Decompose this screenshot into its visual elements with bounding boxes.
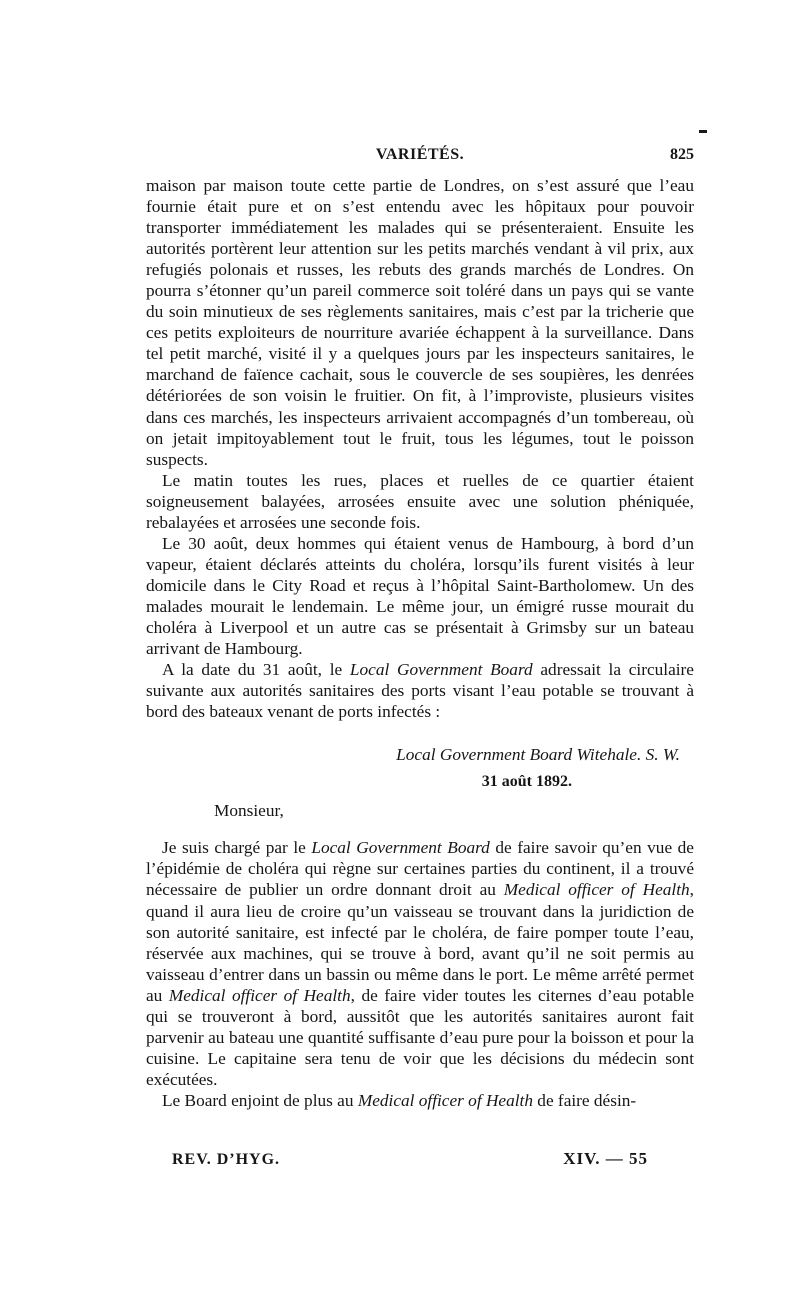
paragraph [146, 533, 694, 659]
italic-text: Local Government Board [349, 660, 533, 680]
paragraph-text: de faire savoir qu’en vue de l’épidémie de choléra qui règne sur certaines parties du continent, il a trouvé nécessaire de publier un ordre donnant droit au [146, 838, 694, 900]
letter [146, 744, 694, 1111]
journal-signature: REV. D’HYG. [172, 1151, 281, 1168]
paragraph: maison par maison toute cette partie de Londres, on s’est assuré que l’eau fournie était pure et on s’est entendu avec les hôpitaux pour pouvoir transporter immédiatement les malades qui se présenteraient. Ensuite les autorités portèrent leur attention sur les petits marchés vendant à vil prix, aux refugiés polonais et russes, les rebuts des grands marchés de Londres. On pourra s’étonner qu’un pareil commerce soit toléré dans un pays qui se vante du soin minutieux de ses règlements sanitaires, mais c’est par la tricherie que ces petits exploiteurs de nourriture avariée échappent à la surveillance. Dans tel petit marché, visité il y a quelques jours par les inspecteurs sanitaires, le marchand de faïence cachait, sous le couvercle de ses soupières, les denrées détériorées de son voisin le fruitier. On fit, à l’improviste, plusieurs visites dans ces marchés, les inspecteurs arrivaient accompagnés d’un tombereau, où on jetait impitoyablement tout le fruit, tous les légumes, tout le poisson suspects. [146, 176, 694, 469]
paragraph [146, 659, 694, 722]
page-footer [172, 1151, 648, 1175]
running-header [146, 146, 694, 170]
paragraph-text: Je suis chargé par le [162, 838, 312, 858]
italic-text: Local Government Board [311, 838, 490, 858]
page-edge-mark [699, 130, 707, 133]
page-number: 825 [670, 146, 694, 163]
letter-paragraph [146, 837, 694, 1090]
italic-text: Medical officer of Health [357, 1090, 533, 1110]
volume-signature: XIV. — 55 [563, 1149, 648, 1168]
paragraph-text: Le 30 août, deux hommes qui étaient venus de Hambourg, à bord d’un vapeur, étaient déclarés atteints du choléra, lorsqu’ils furent visités à leur domicile dans le City Road et reçus à l’hôpital Saint-Bartholomew. Un des malades mourait le lendemain. Le même jour, un émigré russe mourait du choléra à Liverpool et un autre cas se présentait à Grimsby sur un bateau arrivant de Hambourg. [146, 533, 694, 659]
paragraph-text: Le Board enjoint de plus au [162, 1090, 358, 1110]
paragraph-text: A la date du 31 août, le [162, 660, 350, 680]
italic-text: Medical officer of Health [168, 985, 351, 1005]
paragraph [146, 470, 694, 533]
paragraph-text: , quand il aura lieu de croire qu’un vaisseau se trouvant dans la juridiction de son autorité sanitaire, est infecté par le choléra, de faire pomper toute l’eau, réservée aux machines, qui se trouve à bord, avant qu’il ne soit permis au vaisseau d’entrer dans un bassin ou même dans le port. Le même arrêté permet au [146, 880, 694, 1005]
letter-date: 31 août 1892. [481, 773, 572, 791]
body-text [146, 175, 694, 1111]
letter-heading: Local Government Board Witehale. S. W. [396, 745, 680, 765]
paragraph-text: , de faire vider toutes les citernes d’eau potable qui se trouveront à bord, aussitôt que les autorités sanitaires auront fait parvenir au bateau une quantité suffisante d’eau pure pour la boisson et pour la cuisine. Le capitaine sera tenu de voir que les décisions du médecin sont exécutées. [146, 985, 694, 1089]
section-title: VARIÉTÉS. [375, 146, 465, 163]
letter-paragraph [146, 1090, 694, 1111]
italic-text: Medical officer of Health [503, 880, 690, 900]
paragraph-text: de faire désin- [532, 1090, 637, 1110]
paragraph-text: adressait la circulaire suivante aux autorités sanitaires des ports visant l’eau potable se trouvant à bord des bateaux venant de ports infectés : [146, 660, 694, 722]
paragraph-text: Le matin toutes les rues, places et ruelles de ce quartier étaient soigneusement balayées, arrosées ensuite avec une solution phéniquée, rebalayées et arrosées une seconde fois. [146, 470, 694, 532]
letter-salutation: Monsieur, [214, 801, 284, 821]
